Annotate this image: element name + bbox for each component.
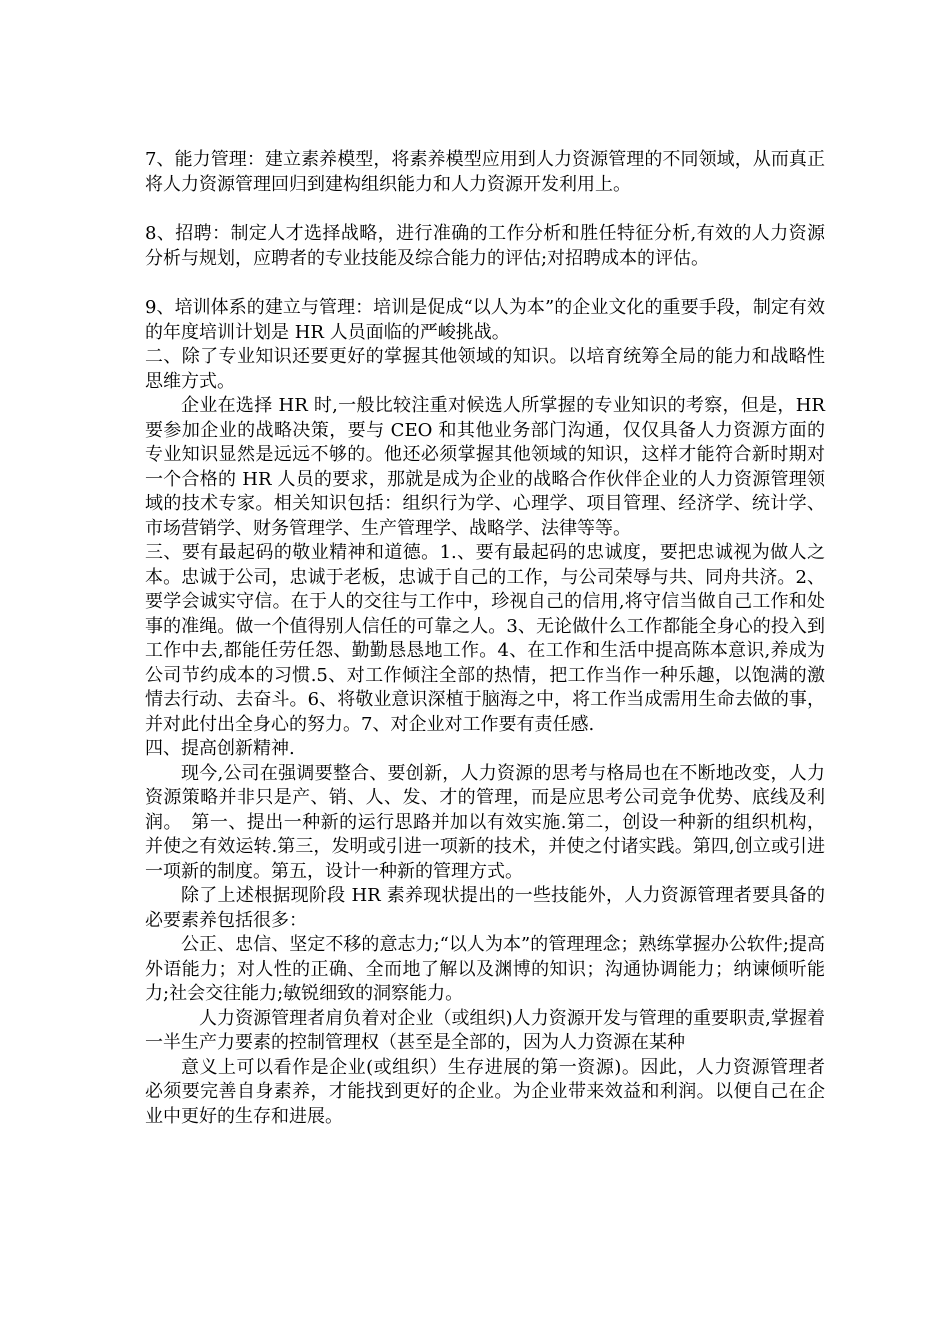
paragraph-recruitment: 8、招聘：制定人才选择战略，进行准确的工作分析和胜任特征分析,有效的人力资源分析与规划，应聘者的专业技能及综合能力的评估;对招聘成本的评估。 xyxy=(145,223,825,269)
paragraph-hr-responsibility: 人力资源管理者肩负着对企业（或组织)人力资源开发与管理的重要职责,掌握着一半生产力要素的控制管理权（甚至是全部的，因为人力资源在某种 xyxy=(145,1007,825,1053)
section-heading-4: 四、提高创新精神. xyxy=(145,738,295,759)
paragraph-qualities-list: 公正、忠信、坚定不移的意志力;“以人为本”的管理理念；熟练掌握办公软件;提高外语能力；对人性的正确、全而地了解以及渊博的知识；沟通协调能力；纳谏倾听能力;社会交往能力;敏锐细致的洞察能力。 xyxy=(145,934,825,1004)
document-body xyxy=(145,148,825,1129)
paragraph-ability-management: 7、能力管理：建立素养模型，将素养模型应用到人力资源管理的不同领域，从而真正将人力资源管理回归到建构组织能力和人力资源开发利用上。 xyxy=(145,149,825,195)
paragraph-training-system: 9、培训体系的建立与管理：培训是促成“以人为本”的企业文化的重要手段，制定有效的年度培训计划是 HR 人员面临的严峻挑战。 xyxy=(145,297,825,343)
paragraph-innovation: 现今,公司在强调要整合、要创新，人力资源的思考与格局也在不断地改变，人力资源策略并非只是产、销、人、发、才的管理，而是应思考公司竞争优势、底线及利润。 第一、提出一种新的运行思路并加以有效实施.第二，创设一种新的组织机构，并使之有效运转.第三，发明或引进一项新的技术，并使之付诸实践。第四,创立或引进一项新的制度。第五，设计一种新的管理方式。 xyxy=(145,762,825,882)
section-heading-3: 三、要有最起码的敬业精神和道德。1.、要有最起码的忠诚度，要把忠诚视为做人之本。忠诚于公司，忠诚于老板，忠诚于自己的工作，与公司荣辱与共、同舟共济。2、要学会诚实守信。在于人的交往与工作中，珍视自己的信用,将守信当做自己工作和处事的准绳。做一个值得别人信任的可靠之人。3、无论做什么工作都能全身心的投入到工作中去,都能任劳任怨、勤勤恳恳地工作。4、在工作和生活中提高陈本意识,养成为公司节约成本的习惯.5、对工作倾注全部的热情，把工作当作一种乐趣，以饱满的激情去行动、去奋斗。6、将敬业意识深植于脑海之中，将工作当成需用生命去做的事，并对此付出全身心的努力。7、对企业对工作要有责任感. xyxy=(145,542,825,735)
paragraph-conclusion: 意义上可以看作是企业(或组织）生存进展的第一资源)。因此，人力资源管理者必须要完善自身素养，才能找到更好的企业。为企业带来效益和利润。以便自己在企业中更好的生存和进展。 xyxy=(145,1056,825,1127)
paragraph-necessary-qualities-intro: 除了上述根据现阶段 HR 素养现状提出的一些技能外，人力资源管理者要具备的必要素养包括很多： xyxy=(145,885,825,931)
section-heading-2: 二、除了专业知识还要更好的掌握其他领域的知识。以培育统筹全局的能力和战略性思维方式。 xyxy=(145,346,825,392)
paragraph-other-knowledge: 企业在选择 HR 时,一般比较注重对候选人所掌握的专业知识的考察，但是，HR 要参加企业的战略决策，要与 CEO 和其他业务部门沟通，仅仅具备人力资源方面的专业知识显然是远远不够的。他还必须掌握其他领域的知识，这样才能符合新时期对一个合格的 HR 人员的要求，那就是成为企业的战略合作伙伴企业的人力资源管理领域的技术专家。相关知识包括：组织行为学、心理学、项目管理、经济学、统计学、市场营销学、财务管理学、生产管理学、战略学、法律等等。 xyxy=(145,395,825,539)
